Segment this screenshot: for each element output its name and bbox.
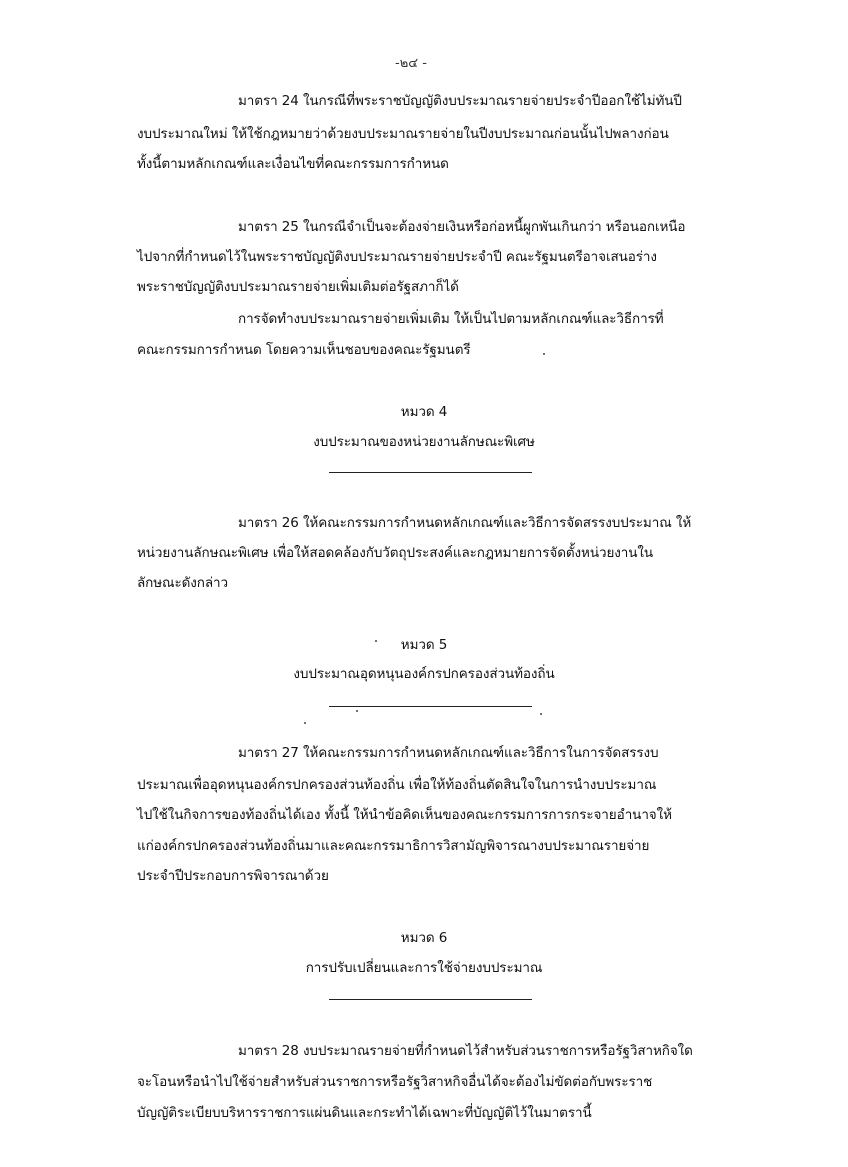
section-25-line-2: ไปจากที่กำหนดไว้ในพระราชบัญญัติงบประมาณรายจ่ายประจำปี คณะรัฐมนตรีอาจเสนอร่าง xyxy=(137,249,657,265)
section-27-line-3: ไปใช้ในกิจการของท้องถิ่นได้เอง ทั้งนี้ ให้นำข้อคิดเห็นของคณะกรรมการการกระจายอำนาจให้ xyxy=(137,807,672,823)
chapter-4-title: งบประมาณของหน่วยงานลักษณะพิเศษ xyxy=(313,434,535,450)
scan-speck xyxy=(540,713,542,715)
chapter-6-rule xyxy=(329,999,532,1000)
page-number-mark: -๒๔ - xyxy=(395,56,427,71)
section-25-line-1: มาตรา 25 ในกรณีจำเป็นจะต้องจ่ายเงินหรือก่อหนี้ผูกพันเกินกว่า หรือนอกเหนือ xyxy=(238,219,686,235)
scan-speck xyxy=(543,353,545,355)
section-28-line-2: จะโอนหรือนำไปใช้จ่ายสำหรับส่วนราชการหรือรัฐวิสาหกิจอื่นได้จะต้องไม่ขัดต่อกับพระราช xyxy=(137,1074,653,1090)
section-27-line-2: ประมาณเพื่ออุดหนุนองค์กรปกครองส่วนท้องถิ่น เพื่อให้ท้องถิ่นตัดสินใจในการนำงบประมาณ xyxy=(137,777,657,793)
section-27-line-4: แก่องค์กรปกครองส่วนท้องถิ่นมาและคณะกรรมาธิการวิสามัญพิจารณางบประมาณรายจ่าย xyxy=(137,838,650,854)
chapter-6-title: การปรับเปลี่ยนและการใช้จ่ายงบประมาณ xyxy=(305,960,543,976)
section-26-line-2: หน่วยงานลักษณะพิเศษ เพื่อให้สอดคล้องกับวัตถุประสงค์และกฎหมายการจัดตั้งหน่วยงานใน xyxy=(137,545,653,561)
scan-speck xyxy=(356,710,358,712)
section-28-line-1: มาตรา 28 งบประมาณรายจ่ายที่กำหนดไว้สำหรับส่วนราชการหรือรัฐวิสาหกิจใด xyxy=(238,1043,693,1059)
chapter-5-title: งบประมาณอุดหนุนองค์กรปกครองส่วนท้องถิ่น xyxy=(293,666,555,682)
section-27-line-1: มาตรา 27 ให้คณะกรรมการกำหนดหลักเกณฑ์และวิธีการในการจัดสรรงบ xyxy=(238,745,659,761)
chapter-4-rule xyxy=(329,472,532,473)
section-28-line-3: บัญญัติระเบียบบริหารราชการแผ่นดินและกระทำได้เฉพาะที่บัญญัติไว้ในมาตรานี้ xyxy=(137,1105,592,1121)
section-25-line-4: การจัดทำงบประมาณรายจ่ายเพิ่มเติม ให้เป็นไปตามหลักเกณฑ์และวิธีการที่ xyxy=(238,311,664,327)
section-26-line-1: มาตรา 26 ให้คณะกรรมการกำหนดหลักเกณฑ์และวิธีการจัดสรรงบประมาณ ให้ xyxy=(238,515,692,531)
chapter-4-label: หมวด 4 xyxy=(400,404,448,420)
scan-speck xyxy=(304,722,306,724)
section-27-line-5: ประจำปีประกอบการพิจารณาด้วย xyxy=(137,868,329,884)
section-24-line-2: งบประมาณใหม่ ให้ใช้กฎหมายว่าด้วยงบประมาณรายจ่ายในปีงบประมาณก่อนนั้นไปพลางก่อน xyxy=(137,126,669,142)
chapter-6-label: หมวด 6 xyxy=(400,930,448,946)
scan-speck xyxy=(375,640,377,642)
chapter-5-label: หมวด 5 xyxy=(400,637,448,653)
chapter-5-rule xyxy=(329,706,532,707)
section-25-line-3: พระราชบัญญัติงบประมาณรายจ่ายเพิ่มเติมต่อรัฐสภาก็ได้ xyxy=(137,279,459,295)
section-25-line-5: คณะกรรมการกำหนด โดยความเห็นชอบของคณะรัฐมนตรี xyxy=(137,342,471,358)
section-24-line-1: มาตรา 24 ในกรณีที่พระราชบัญญัติงบประมาณรายจ่ายประจำปีออกใช้ไม่ทันปี xyxy=(238,93,682,109)
section-24-line-3: ทั้งนี้ตามหลักเกณฑ์และเงื่อนไขที่คณะกรรมการกำหนด xyxy=(137,156,449,172)
section-26-line-3: ลักษณะดังกล่าว xyxy=(137,575,228,591)
